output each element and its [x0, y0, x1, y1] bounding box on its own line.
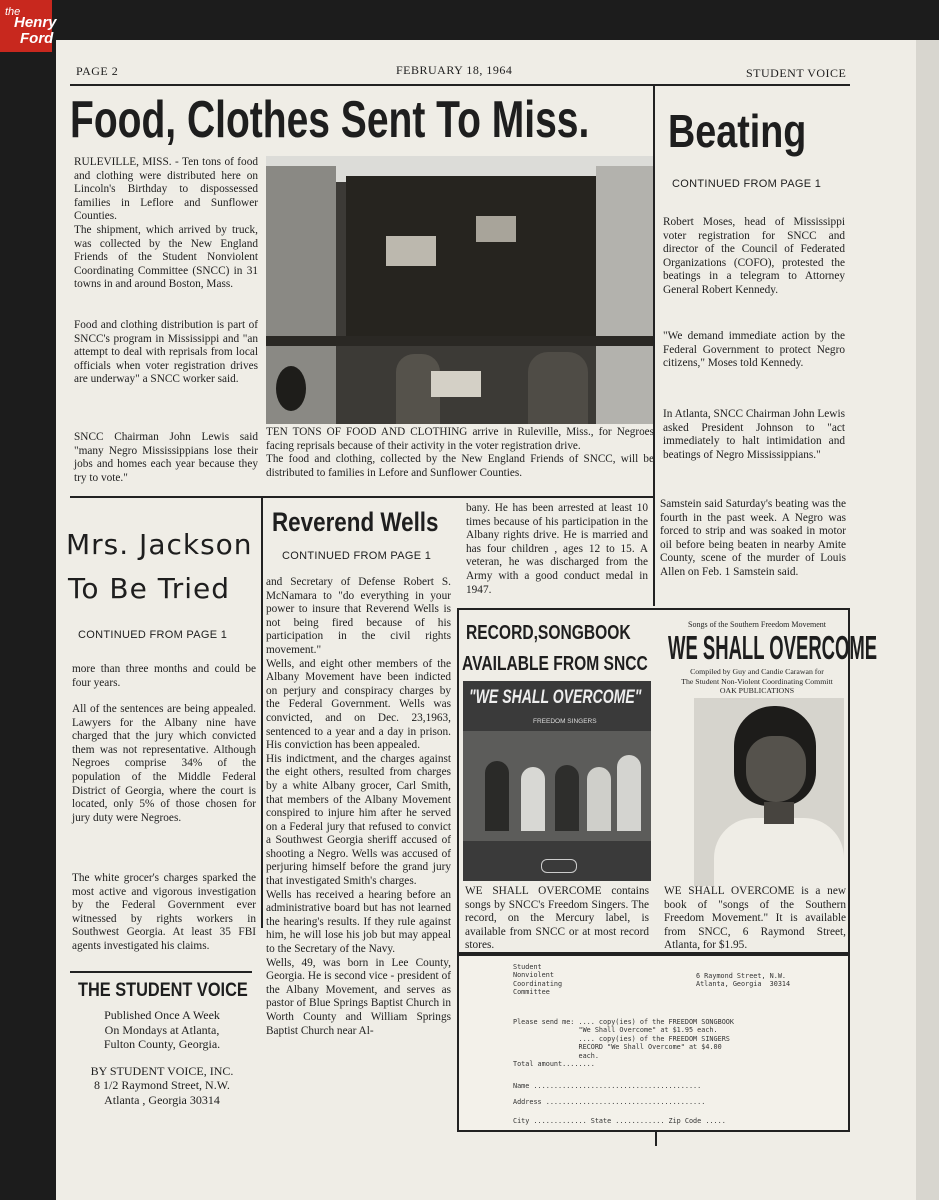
issue-date: FEBRUARY 18, 1964: [396, 63, 513, 77]
jackson-headline-2: To Be Tried: [68, 572, 230, 605]
jackson-text: All of the sentences are being appealed. Lawyers for the Albany nine have charged that the jury which convicted them was not representative. Although Negroes comprise 34% of the population of the Middle Federal District of Georgia, where the court is located, only 5% of those chosen for jury duty were Negroes.: [72, 703, 256, 824]
column-rule: [653, 86, 655, 606]
record-ad-line2: AVAILABLE FROM SNCC: [462, 653, 648, 675]
adjacent-page-edge: [916, 40, 939, 1200]
masthead-line: BY STUDENT VOICE, INC.: [90, 1063, 234, 1078]
food-story-text: SNCC Chairman John Lewis said "many Negro Mississippians lose their jobs and homes each year because they try to vote.": [74, 431, 258, 484]
songbook-top: Songs of the Southern Freedom Movement: [688, 620, 826, 629]
beating-text: Robert Moses, head of Mississippi voter registration for SNCC and director of the Council of Federated Organizations (COFO), protested the beatings in a telegram to Attorney General Robert Kennedy.: [663, 216, 845, 296]
album-cover: [463, 681, 651, 881]
beating-headline: Beating: [668, 105, 807, 157]
beating-text: Samstein said Saturday's beating was the fourth in the past week. A Negro was forced to strip and was soaked in motor oil before being beaten in nearby Amite County, scene of the murder of Louis Allen on Feb. 1 Samstein said.: [660, 498, 846, 578]
header-rule: [70, 84, 850, 86]
continued-label: CONTINUED FROM PAGE 1: [78, 629, 228, 641]
column-rule: [261, 498, 263, 928]
henry-ford-logo: [0, 0, 57, 52]
wells-headline: Reverend Wells: [272, 507, 439, 537]
songbook-credit: OAK PUBLICATIONS: [719, 686, 795, 695]
record-ad-text: WE SHALL OVERCOME contains songs by SNCC's Freedom Singers. The record, on the Mercury label, is available from SNCC or at most record stores.: [465, 885, 649, 952]
column-rule: [655, 1130, 657, 1146]
order-form-address-field[interactable]: Address .......................................: [513, 1098, 706, 1106]
photo-caption: TEN TONS OF FOOD AND CLOTHING arrive in Ruleville, Miss., for Negroes facing reprisals because of their activity in the voter registration drive. The food and clothing, collected by the New England Friends of SNCC, will be distributed to families in Lefore and Sunflower Counties.: [266, 426, 654, 479]
food-headline: Food, Clothes Sent To Miss.: [70, 91, 590, 149]
masthead-line: 8 1/2 Raymond Street, N.W.: [94, 1078, 230, 1092]
section-rule: [70, 496, 653, 498]
page-number: PAGE 2: [76, 64, 119, 78]
section-rule: [70, 971, 252, 973]
food-story-text: Food and clothing distribution is part of SNCC's program in Mississippi and "an attempt to deal with reprisals from local officials when voter registration drives are underway" a SNCC worker said.: [74, 319, 258, 386]
masthead-info: [74, 1008, 250, 1107]
album-title: "WE SHALL OVERCOME": [469, 687, 642, 708]
continued-label: CONTINUED FROM PAGE 1: [282, 550, 432, 562]
jackson-text: more than three months and could be four years.: [72, 663, 256, 689]
order-form-org: Student Nonviolent Coordinating Committee: [513, 963, 563, 997]
masthead-line: On Mondays at Atlanta,: [104, 1022, 220, 1037]
paper-name: STUDENT VOICE: [746, 66, 847, 80]
masthead-line: Published Once A Week: [104, 1008, 220, 1022]
songbook-credit: The Student Non-Violent Coordinating Committ: [681, 676, 833, 686]
order-form-address: 6 Raymond Street, N.W. Atlanta, Georgia 30314: [696, 972, 791, 989]
food-story-text: RULEVILLE, MISS. - Ten tons of food and clothing were distributed here on Lincoln's Birthday to dispossessed families in Leflore and Sunflower Counties. The shipment, which arrived by truck, was collected by the New England Friends of the Student Nonviolent Coordinating Committee (SNCC) in 31 towns in and around Boston, Mass.: [74, 156, 258, 291]
wells-text: and Secretary of Defense Robert S. McNamara to "do everything in your power to insure that Reverend Wells is not being fired because of his participation in the civil rights movement." Wells, and eight other members of the Albany Movement have been indicted on perjury and conspiracy charges by the Federal Government. Wells was convicted, and on Dec. 23,1963, sentenced to a year and a day in prison. His conviction has been appealed. His indictment, and the charges against the eight others, resulted from charges by a white Albany grocer, Carl Smith, that members of the Albany Movement conspired to injure him after he served on a Federal jury that refused to convict a Southwest Georgia sheriff accused of shooting a Negro. Wells was accused of perjuring himself before the grand jury that investigated Smith's charges. Wells has received a hearing before an administrative board but has not learned the hearing's results. If they rule against him, he will lose his job but may appeal to the Secretary of the Navy. Wells, 49, was born in Lee County, Georgia. He is second vice - president of the Albany Movement, and serves as pastor of Blue Springs Baptist Church in Worth County and William Springs Baptist Church near Al-: [266, 576, 451, 1037]
logo-line3: Ford: [20, 30, 54, 47]
logo-line2: Henry: [14, 14, 57, 31]
newspaper-page: [56, 40, 916, 1200]
wells-text: bany. He has been arrested at least 10 times because of his participation in the Albany rights drive. He is married and has four children , ages 12 to 15. A veteran, he was discharged from the Army with a good conduct medal in 1947.: [466, 502, 648, 596]
beating-text: "We demand immediate action by the Federal Government to protect Negro citizens," Moses told Kennedy.: [663, 330, 845, 370]
masthead-title: THE STUDENT VOICE: [78, 980, 248, 1001]
jackson-text: The white grocer's charges sparked the most active and vigorous investigation by the Federal Government ever witnessed by rights workers in Southwest Georgia. At least 35 FBI agents investigated his claims.: [72, 872, 256, 952]
order-form-name-field[interactable]: Name .........................................: [513, 1082, 702, 1090]
logo-line1: the: [5, 6, 21, 18]
record-ad-line1: RECORD,SONGBOOK: [466, 622, 631, 644]
songbook-portrait: [694, 698, 844, 886]
songbook-credits: [662, 667, 852, 696]
masthead-line: Fulton County, Georgia.: [103, 1037, 221, 1051]
truck-photo: [266, 156, 653, 424]
continued-label: CONTINUED FROM PAGE 1: [672, 178, 822, 190]
order-form-city-field[interactable]: City ............. State ............ Zip Code .....: [513, 1117, 726, 1125]
songbook-title: WE SHALL OVERCOME: [668, 629, 878, 666]
masthead-line: Atlanta , Georgia 30314: [104, 1092, 220, 1107]
jackson-headline-1: Mrs. Jackson: [66, 528, 253, 561]
order-form-body: Please send me: .... copy(ies) of the FREEDOM SONGBOOK "We Shall Overcome" at $1.95 each. .... copy(ies) of the FREEDOM SINGERS RECORD "We Shall Overcome" at $4.00 each. Total amount........: [513, 1018, 734, 1069]
beating-text: In Atlanta, SNCC Chairman John Lewis asked President Johnson to "act immediately to halt intimidation and beatings of Negro Mississippians.": [663, 408, 845, 461]
album-subtitle: FREEDOM SINGERS: [533, 718, 597, 725]
songbook-text: WE SHALL OVERCOME is a new book of "songs of the Southern Freedom Movement." It is available from SNCC, 6 Raymond Street, Atlanta, for $1.95.: [664, 885, 846, 952]
songbook-credit: Compiled by Guy and Candie Carawan for: [690, 667, 824, 676]
